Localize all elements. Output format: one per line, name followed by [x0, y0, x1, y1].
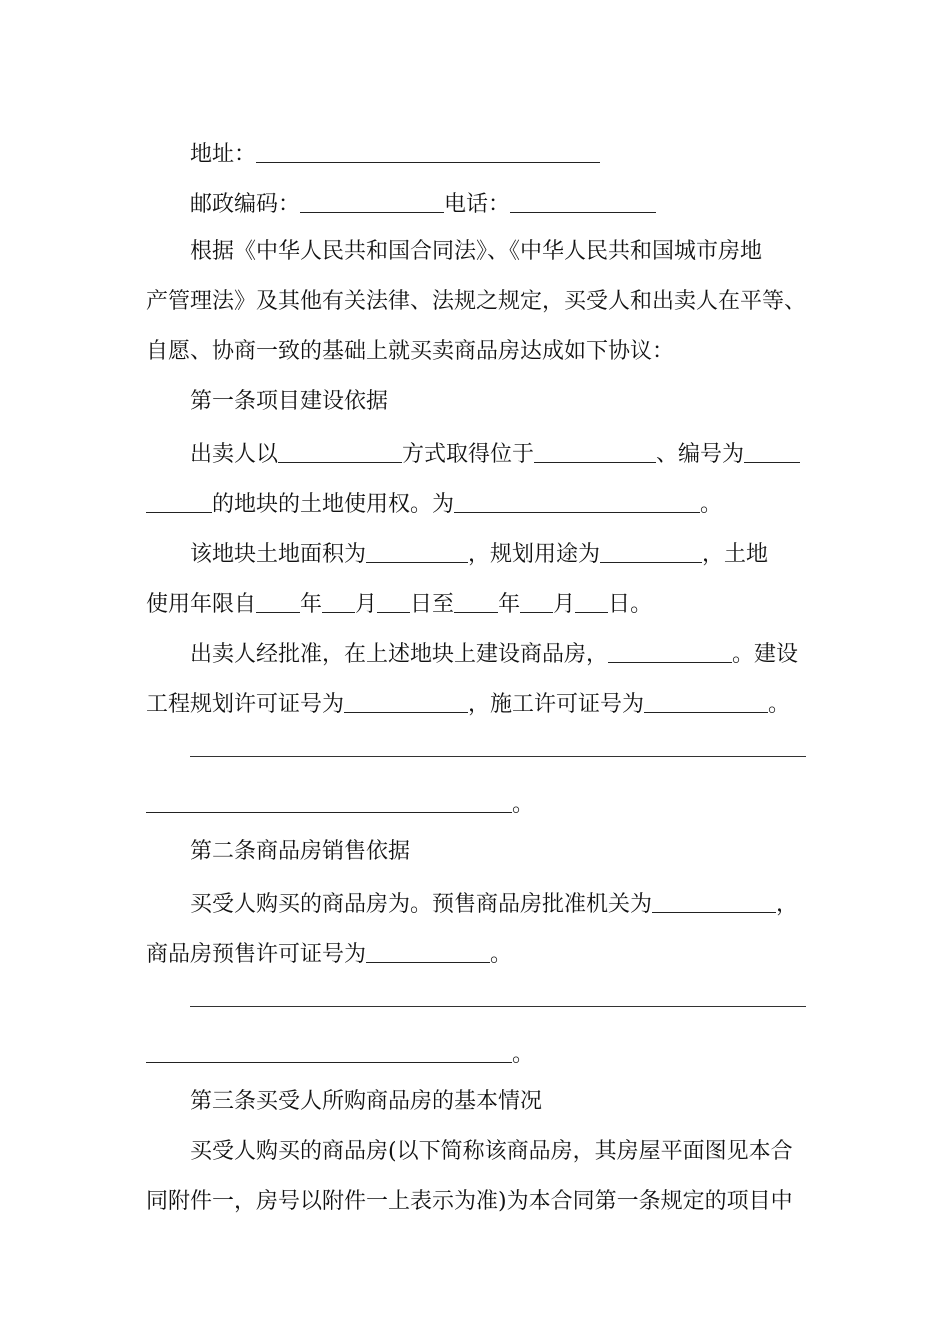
planning-permit-blank: [344, 688, 468, 713]
address-label: 地址：: [190, 142, 257, 167]
article-3-para-1-line-2: 同附件一，房号以附件一上表示为准)为本合同第一条规定的项目中: [146, 1189, 793, 1214]
article-2-long-blank: [146, 1038, 512, 1063]
text-month: 月: [355, 592, 378, 617]
article-2-para-1-line-2: [146, 936, 806, 968]
text-period-5: 。: [512, 1042, 535, 1067]
end-day-blank: [575, 588, 608, 613]
article-1-para-1-line-1: [190, 436, 806, 468]
text-land: ，土地: [702, 542, 769, 567]
text-month-end: 月: [553, 592, 576, 617]
text-day-to: 日至: [410, 592, 455, 617]
article-1-para-1-line-2: [146, 486, 806, 518]
article-3-title: 第三条买受人所购商品房的基本情况: [190, 1089, 543, 1114]
text-period-3: 。: [512, 792, 535, 817]
address-blank: [256, 138, 600, 163]
land-area-blank: [366, 538, 468, 563]
start-day-blank: [377, 588, 410, 613]
text-day-end: 日。: [608, 592, 653, 617]
address-line: [190, 136, 806, 168]
end-year-blank: [454, 588, 498, 613]
text-planned-use: ，规划用途为: [468, 542, 601, 567]
article-1-title: 第一条项目建设依据: [190, 389, 389, 414]
article-1-long-blank-line-2: [146, 786, 806, 818]
text-period-4: 。: [490, 942, 513, 967]
text-planning-permit: 工程规划许可证号为: [146, 692, 345, 717]
article-2-title: 第二条商品房销售依据: [190, 839, 411, 864]
article-2-long-blank-line-1: [190, 1006, 806, 1007]
method-blank: [278, 438, 402, 463]
postcode-phone-line: [190, 186, 806, 218]
text-seller-by: 出卖人以: [190, 442, 279, 467]
text-use-period-from: 使用年限自: [146, 592, 257, 617]
building-blank: [608, 638, 732, 663]
construction-permit-blank: [644, 688, 768, 713]
end-month-blank: [520, 588, 553, 613]
text-construction-permit: ，施工许可证号为: [468, 692, 645, 717]
article-1-para-2-line-2: [146, 586, 806, 618]
article-2-para-1-line-1: [190, 886, 806, 918]
article-1-long-blank: [146, 788, 512, 813]
postcode-blank: [300, 188, 444, 213]
text-period: 。: [700, 492, 723, 517]
text-presale-permit: 商品房预售许可证号为: [146, 942, 367, 967]
phone-label: 电话：: [444, 192, 511, 217]
postcode-label: 邮政编码：: [190, 192, 301, 217]
number-blank-part2: [146, 488, 212, 513]
text-construction: 。建设: [732, 642, 799, 667]
text-presale-authority: 买受人购买的商品房为。预售商品房批准机关为: [190, 892, 653, 917]
article-2-long-blank-line-2: [146, 1036, 806, 1068]
number-blank-part1: [744, 438, 800, 463]
article-1-para-3-line-2: [146, 686, 806, 718]
article-1-para-3-line-1: [190, 636, 806, 668]
text-land-area: 该地块土地面积为: [190, 542, 367, 567]
intro-line-1: 根据《中华人民共和国合同法》、《中华人民共和国城市房地: [190, 239, 763, 264]
text-period-2: 。: [768, 692, 791, 717]
planned-use-blank: [600, 538, 702, 563]
article-1-long-blank-line-1: [190, 756, 806, 757]
purpose-blank: [454, 488, 700, 513]
intro-line-2: 产管理法》及其他有关法律、法规之规定，买受人和出卖人在平等、: [146, 289, 807, 314]
article-3-para-1-line-1: 买受人购买的商品房(以下简称该商品房，其房屋平面图见本合: [190, 1139, 793, 1164]
presale-permit-blank: [366, 938, 490, 963]
text-year: 年: [300, 592, 323, 617]
intro-line-3: 自愿、协商一致的基础上就买卖商品房达成如下协议：: [146, 339, 675, 364]
authority-blank: [652, 888, 776, 913]
text-approved-build: 出卖人经批准，在上述地块上建设商品房，: [190, 642, 609, 667]
phone-blank: [510, 188, 656, 213]
text-located-at: 方式取得位于: [402, 442, 535, 467]
start-year-blank: [256, 588, 300, 613]
text-land-use-right: 的地块的土地使用权。为: [212, 492, 455, 517]
article-1-para-2-line-1: [190, 536, 806, 568]
start-month-blank: [322, 588, 355, 613]
text-number: 、编号为: [656, 442, 745, 467]
location-blank: [534, 438, 656, 463]
text-comma: ，: [776, 892, 799, 917]
text-year-end: 年: [498, 592, 521, 617]
